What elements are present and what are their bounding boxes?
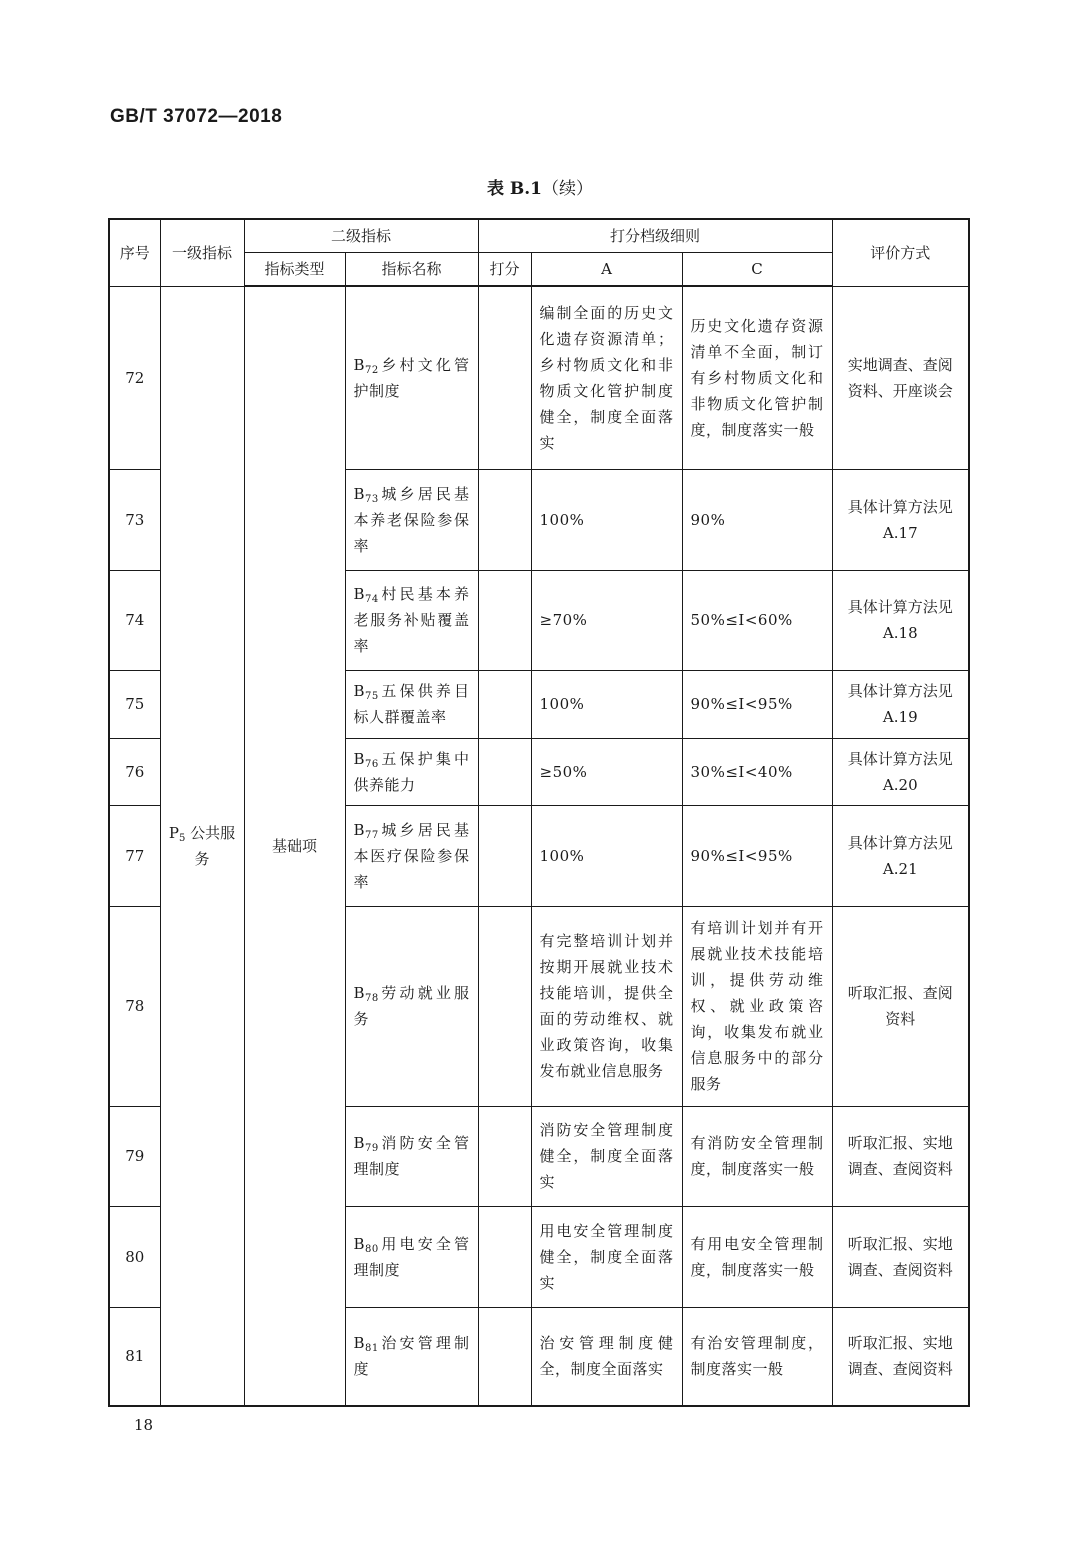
indicator-name-cell <box>345 570 478 670</box>
level1-text: 公共服务 <box>185 823 236 868</box>
seq-cell: 81 <box>109 1307 160 1406</box>
header-ind-name: 指标名称 <box>345 253 478 287</box>
indicator-code-sub: 73 <box>365 493 379 505</box>
indicator-code-sub: 74 <box>365 594 379 605</box>
method-cell: 听取汇报、实地调查、查阅资料 <box>832 1106 969 1206</box>
indicator-name: 五保护集中供养能力 <box>353 749 470 794</box>
header-grade-c: C <box>682 253 832 287</box>
header-score: 打分 <box>478 253 531 287</box>
method-cell: 实地调查、查阅资料、开座谈会 <box>832 286 969 469</box>
header-level2: 二级指标 <box>244 219 478 253</box>
header-grade-a: A <box>531 253 682 287</box>
score-cell <box>478 286 531 469</box>
method-cell: 具体计算方法见 A.21 <box>832 805 969 906</box>
header-ind-type: 指标类型 <box>244 253 345 287</box>
seq-cell: 78 <box>109 906 160 1106</box>
grade-a-cell: 100% <box>531 670 682 738</box>
grade-c-cell: 历史文化遗存资源清单不全面，制订有乡村物质文化和非物质文化管护制度，制度落实一般 <box>682 286 832 469</box>
method-cell: 具体计算方法见 A.18 <box>832 570 969 670</box>
indicator-name-cell <box>345 286 478 469</box>
indicator-code-sub: 77 <box>365 829 379 841</box>
indicator-code: B <box>353 749 366 768</box>
table-caption <box>0 174 1080 199</box>
grade-a-cell: 100% <box>531 805 682 906</box>
seq-cell: 72 <box>109 286 160 469</box>
indicator-code-sub: 72 <box>365 364 379 376</box>
indicator-code: B <box>353 1234 366 1253</box>
score-cell <box>478 469 531 570</box>
indicator-code: B <box>353 585 366 603</box>
indicator-type-cell: 基础项 <box>244 286 345 1406</box>
indicator-name: 城乡居民基本养老保险参保率 <box>353 484 470 555</box>
page-number: 18 <box>134 1416 154 1434</box>
score-cell <box>478 1206 531 1307</box>
indicator-name: 治安管理制度 <box>353 1334 470 1379</box>
indicator-code: B <box>353 984 366 1002</box>
score-cell <box>478 906 531 1106</box>
seq-cell: 79 <box>109 1106 160 1206</box>
method-cell: 具体计算方法见 A.17 <box>832 469 969 570</box>
grade-a-cell: ≥70% <box>531 570 682 670</box>
indicator-code: B <box>353 1334 366 1353</box>
indicator-code: B <box>353 484 366 503</box>
indicator-code-sub: 80 <box>365 1243 379 1255</box>
grade-c-cell: 90%≤I<95% <box>682 670 832 738</box>
indicator-name-cell <box>345 469 478 570</box>
grade-c-cell: 有用电安全管理制度，制度落实一般 <box>682 1206 832 1307</box>
indicator-code: B <box>353 355 366 374</box>
indicator-code: B <box>353 820 366 839</box>
grade-a-cell: ≥50% <box>531 738 682 805</box>
seq-cell: 80 <box>109 1206 160 1307</box>
grade-a-cell: 编制全面的历史文化遗存资源清单；乡村物质文化和非物质文化管护制度健全，制度全面落实 <box>531 286 682 469</box>
grade-a-cell: 消防安全管理制度健全，制度全面落实 <box>531 1106 682 1206</box>
indicator-code-sub: 76 <box>365 758 379 770</box>
indicator-code-sub: 78 <box>365 993 379 1004</box>
method-cell: 听取汇报、实地调查、查阅资料 <box>832 1307 969 1406</box>
indicator-name: 用电安全管理制度 <box>353 1234 470 1279</box>
level1-subscript: 5 <box>178 832 186 844</box>
indicator-name-cell <box>345 906 478 1106</box>
seq-cell: 74 <box>109 570 160 670</box>
header-level1: 一级指标 <box>160 219 244 286</box>
indicator-name-cell <box>345 1206 478 1307</box>
method-cell: 具体计算方法见 A.19 <box>832 670 969 738</box>
document-code: GB/T 37072—2018 <box>110 106 283 127</box>
score-cell <box>478 738 531 805</box>
method-cell: 具体计算方法见 A.20 <box>832 738 969 805</box>
indicator-name-cell <box>345 1307 478 1406</box>
seq-cell: 75 <box>109 670 160 738</box>
grade-a-cell: 有完整培训计划并按期开展就业技术技能培训，提供全面的劳动维权、就业政策咨询，收集发布就业信息服务 <box>531 906 682 1106</box>
score-cell <box>478 1106 531 1206</box>
header-method: 评价方式 <box>832 219 969 286</box>
indicator-name: 村民基本养老服务补贴覆盖率 <box>353 585 470 655</box>
indicator-name: 城乡居民基本医疗保险参保率 <box>353 820 470 891</box>
method-cell: 听取汇报、实地调查、查阅资料 <box>832 1206 969 1307</box>
indicator-name-cell <box>345 670 478 738</box>
grade-a-cell: 100% <box>531 469 682 570</box>
table-caption-title: 表 B.1 <box>486 179 543 199</box>
table-row <box>109 286 969 469</box>
seq-cell: 73 <box>109 469 160 570</box>
grade-a-cell: 治安管理制度健全，制度全面落实 <box>531 1307 682 1406</box>
method-cell: 听取汇报、查阅资料 <box>832 906 969 1106</box>
indicator-name-cell <box>345 738 478 805</box>
grade-c-cell: 有治安管理制度，制度落实一般 <box>682 1307 832 1406</box>
indicator-name-cell <box>345 1106 478 1206</box>
level1-cell <box>160 286 244 1406</box>
grade-c-cell: 有培训计划并有开展就业技术技能培训，提供劳动维权、就业政策咨询，收集发布就业信息服务中的部分服务 <box>682 906 832 1106</box>
grade-c-cell: 50%≤I<60% <box>682 570 832 670</box>
level1-letter: P <box>168 823 179 842</box>
seq-cell: 77 <box>109 805 160 906</box>
grade-a-cell: 用电安全管理制度健全，制度全面落实 <box>531 1206 682 1307</box>
indicator-name-cell <box>345 805 478 906</box>
seq-cell: 76 <box>109 738 160 805</box>
indicator-code-sub: 81 <box>365 1343 379 1355</box>
indicator-code: B <box>353 1134 366 1152</box>
indicator-name: 劳动就业服务 <box>353 984 470 1028</box>
grade-c-cell: 90% <box>682 469 832 570</box>
indicator-table <box>108 218 970 1407</box>
indicator-name: 乡村文化管护制度 <box>353 355 470 400</box>
header-scoring: 打分档级细则 <box>478 219 832 253</box>
grade-c-cell: 30%≤I<40% <box>682 738 832 805</box>
indicator-name: 五保供养目标人群覆盖率 <box>353 682 470 726</box>
indicator-name: 消防安全管理制度 <box>353 1134 470 1178</box>
indicator-code: B <box>353 682 366 700</box>
indicator-code-sub: 79 <box>365 1143 379 1154</box>
score-cell <box>478 670 531 738</box>
grade-c-cell: 有消防安全管理制度，制度落实一般 <box>682 1106 832 1206</box>
header-seq: 序号 <box>109 219 160 286</box>
indicator-code-sub: 75 <box>365 691 379 702</box>
table-caption-continued: （续） <box>542 179 594 199</box>
score-cell <box>478 1307 531 1406</box>
grade-c-cell: 90%≤I<95% <box>682 805 832 906</box>
score-cell <box>478 570 531 670</box>
score-cell <box>478 805 531 906</box>
